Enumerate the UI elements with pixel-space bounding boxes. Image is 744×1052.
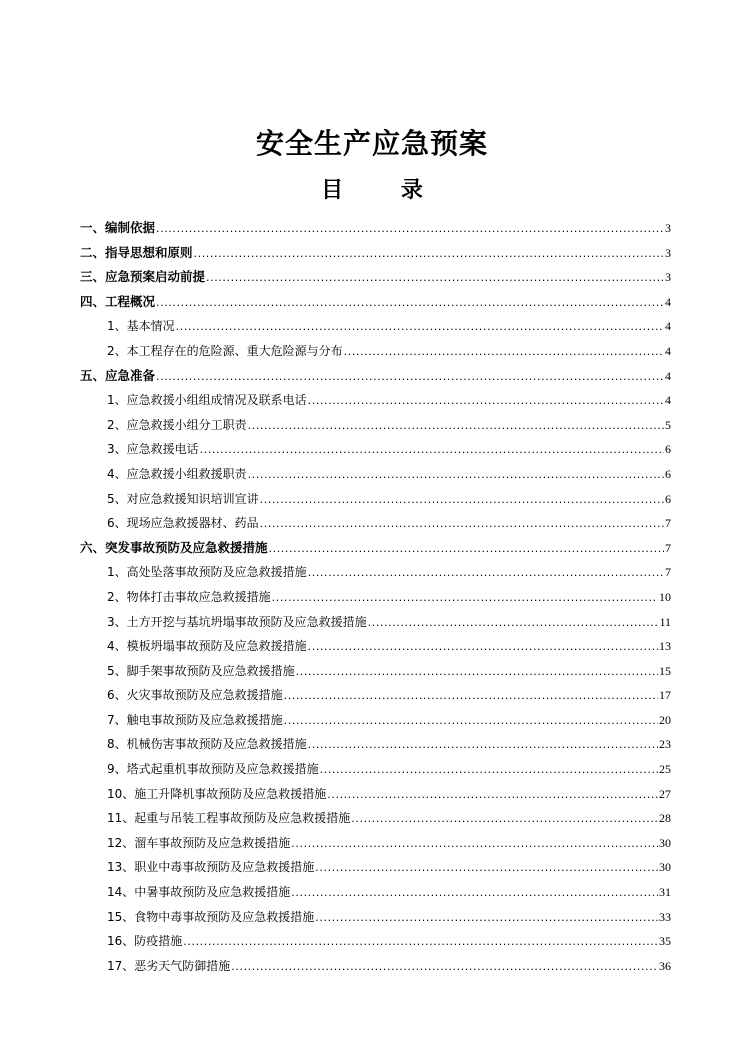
toc-entry-page-number: 13 — [659, 639, 671, 654]
toc-entry[interactable] — [80, 437, 671, 462]
toc-entry-label: 2、物体打击事故应急救援措施 — [107, 589, 271, 604]
toc-entry-label: 4、模板坍塌事故预防及应急救援措施 — [107, 639, 307, 654]
document-title: 安全生产应急预案 — [255, 127, 488, 160]
toc-entry-label: 13、职业中毒事故预防及应急救援措施 — [107, 860, 315, 875]
toc-entry-page-number: 3 — [665, 221, 671, 235]
toc-entry-label: 5、脚手架事故预防及应急救援措施 — [107, 663, 295, 678]
toc-entry-page-number: 3 — [665, 270, 671, 285]
toc-entry-page-number: 35 — [659, 934, 671, 949]
toc-leader-dots — [156, 291, 664, 316]
toc-entry[interactable] — [80, 831, 671, 856]
toc-entry[interactable] — [80, 855, 671, 880]
toc-entry[interactable] — [80, 929, 671, 954]
toc-entry-page-number: 6 — [665, 442, 671, 457]
toc-entry-page-number: 3 — [665, 245, 671, 260]
toc-entry-label: 四、工程概况 — [80, 293, 156, 309]
toc-heading — [0, 174, 744, 208]
toc-leader-dots — [183, 930, 658, 955]
toc-entry[interactable] — [80, 364, 671, 389]
toc-entry-page-number: 30 — [659, 860, 671, 875]
toc-entry[interactable] — [80, 241, 671, 266]
toc-entry[interactable] — [80, 954, 671, 979]
toc-entry-label: 1、基本情况 — [107, 319, 175, 334]
toc-entry[interactable] — [80, 216, 671, 241]
toc-leader-dots — [156, 217, 664, 242]
toc-leader-dots — [260, 512, 664, 537]
toc-entry-label: 12、溜车事故预防及应急救援措施 — [107, 835, 291, 850]
toc-entry-label: 3、土方开挖与基坑坍塌事故预防及应急救援措施 — [107, 614, 367, 629]
toc-entry-page-number: 28 — [659, 811, 671, 826]
toc-entry[interactable] — [80, 560, 671, 585]
toc-leader-dots — [206, 266, 664, 291]
toc-entry-label: 11、起重与吊装工程事故预防及应急救援措施 — [107, 811, 351, 826]
toc-entry-page-number: 4 — [665, 393, 671, 408]
toc-entry-page-number: 31 — [659, 885, 671, 900]
toc-heading-char-1: 目 — [321, 178, 344, 203]
toc-leader-dots — [368, 611, 659, 636]
toc-leader-dots — [308, 561, 664, 586]
toc-leader-dots — [308, 635, 658, 660]
toc-entry-label: 17、恶劣天气防御措施 — [107, 958, 231, 973]
toc-entry-label: 4、应急救援小组救援职责 — [107, 466, 247, 481]
toc-entry-label: 9、塔式起重机事故预防及应急救援措施 — [107, 762, 319, 777]
toc-entry[interactable] — [80, 536, 671, 561]
toc-leader-dots — [327, 783, 658, 808]
toc-entry-page-number: 7 — [665, 565, 671, 580]
toc-leader-dots — [194, 242, 664, 267]
toc-leader-dots — [344, 340, 664, 365]
toc-entry[interactable] — [80, 782, 671, 807]
toc-leader-dots — [296, 660, 658, 685]
toc-leader-dots — [284, 709, 658, 734]
toc-entry-page-number: 27 — [659, 786, 671, 801]
toc-entry[interactable] — [80, 585, 671, 610]
toc-entry[interactable] — [80, 388, 671, 413]
toc-entry[interactable] — [80, 265, 671, 290]
toc-entry-label: 16、防疫措施 — [107, 934, 183, 949]
toc-entry[interactable] — [80, 462, 671, 487]
toc-entry-label: 14、中暑事故预防及应急救援措施 — [107, 885, 291, 900]
toc-entry-page-number: 23 — [659, 737, 671, 752]
toc-entry-page-number: 30 — [659, 835, 671, 850]
toc-entry-page-number: 4 — [665, 343, 671, 358]
toc-leader-dots — [156, 365, 664, 390]
toc-entry[interactable] — [80, 610, 671, 635]
toc-entry-page-number: 10 — [659, 589, 671, 604]
toc-entry[interactable] — [80, 683, 671, 708]
toc-entry[interactable] — [80, 880, 671, 905]
toc-leader-dots — [320, 758, 658, 783]
toc-entry[interactable] — [80, 806, 671, 831]
toc-entry-page-number: 4 — [665, 319, 671, 334]
toc-leader-dots — [200, 438, 664, 463]
toc-entry-page-number: 7 — [665, 516, 671, 531]
toc-entry[interactable] — [80, 290, 671, 315]
toc-entry-label: 五、应急准备 — [80, 367, 156, 383]
toc-heading-char-2: 录 — [400, 178, 423, 203]
toc-entry-label: 2、应急救援小组分工职责 — [107, 417, 247, 432]
toc-leader-dots — [231, 955, 658, 980]
toc-entry-label: 1、高处坠落事故预防及应急救援措施 — [107, 565, 307, 580]
toc-entry[interactable] — [80, 708, 671, 733]
toc-entry-label: 5、对应急救援知识培训宣讲 — [107, 491, 259, 506]
toc-leader-dots — [284, 684, 658, 709]
toc-entry-label: 7、触电事故预防及应急救援措施 — [107, 712, 283, 727]
toc-entry-label: 2、本工程存在的危险源、重大危险源与分布 — [107, 343, 343, 358]
toc-entry-label: 1、应急救援小组组成情况及联系电话 — [107, 393, 307, 408]
toc-entry-label: 一、编制依据 — [80, 220, 156, 235]
toc-entry-label: 10、施工升降机事故预防及应急救援措施 — [107, 786, 327, 801]
toc-leader-dots — [269, 537, 664, 562]
toc-leader-dots — [308, 389, 664, 414]
toc-entry-label: 六、突发事故预防及应急救援措施 — [80, 539, 268, 555]
toc-leader-dots — [308, 733, 658, 758]
toc-leader-dots — [272, 586, 658, 611]
toc-entry[interactable] — [80, 487, 671, 512]
table-of-contents — [80, 216, 671, 978]
toc-leader-dots — [291, 832, 658, 857]
toc-leader-dots — [248, 414, 664, 439]
toc-entry-label: 8、机械伤害事故预防及应急救援措施 — [107, 737, 307, 752]
toc-entry-label: 6、火灾事故预防及应急救援措施 — [107, 688, 283, 703]
toc-entry-label: 6、现场应急救援器材、药品 — [107, 516, 259, 531]
toc-entry-page-number: 17 — [659, 688, 671, 703]
toc-entry-label: 3、应急救援电话 — [107, 442, 199, 457]
toc-entry[interactable] — [80, 634, 671, 659]
toc-leader-dots — [291, 881, 658, 906]
toc-entry-page-number: 4 — [665, 368, 671, 383]
toc-leader-dots — [351, 807, 658, 832]
toc-entry[interactable] — [80, 339, 671, 364]
toc-entry-page-number: 25 — [659, 762, 671, 777]
toc-leader-dots — [176, 315, 664, 340]
toc-entry[interactable] — [80, 659, 671, 684]
toc-entry-page-number: 11 — [659, 614, 671, 629]
toc-entry-page-number: 6 — [665, 466, 671, 481]
toc-entry[interactable] — [80, 413, 671, 438]
toc-entry-page-number: 33 — [659, 909, 671, 924]
toc-entry-label: 15、食物中毒事故预防及应急救援措施 — [107, 909, 315, 924]
toc-entry-page-number: 5 — [665, 417, 671, 432]
toc-entry-page-number: 36 — [659, 958, 671, 973]
toc-entry-page-number: 20 — [659, 712, 671, 727]
toc-entry[interactable] — [80, 314, 671, 339]
toc-entry[interactable] — [80, 511, 671, 536]
toc-entry-label: 三、应急预案启动前提 — [80, 269, 206, 285]
toc-leader-dots — [260, 488, 664, 513]
toc-leader-dots — [315, 906, 658, 931]
toc-leader-dots — [248, 463, 664, 488]
toc-entry[interactable] — [80, 757, 671, 782]
toc-entry-label: 二、指导思想和原则 — [80, 244, 193, 260]
toc-entry-page-number: 4 — [665, 294, 671, 309]
toc-entry-page-number: 7 — [665, 540, 671, 555]
toc-leader-dots — [315, 856, 658, 881]
toc-entry[interactable] — [80, 905, 671, 930]
toc-entry-page-number: 15 — [659, 663, 671, 678]
toc-entry[interactable] — [80, 732, 671, 757]
toc-entry-page-number: 6 — [665, 491, 671, 506]
